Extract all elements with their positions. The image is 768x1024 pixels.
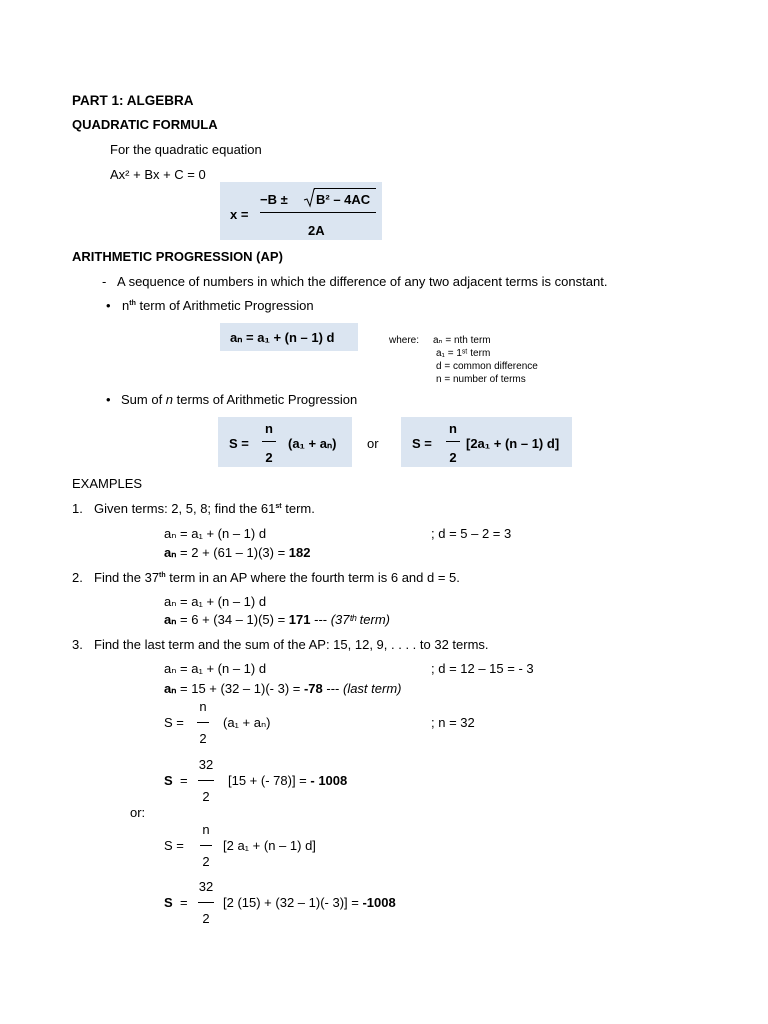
ex2-question: Find the 37th term in an AP where the fourth term is 6 and d = 5. [94, 570, 460, 585]
quadratic-num-prefix: −B ± [260, 192, 288, 207]
bullet-nth: • [106, 298, 111, 313]
sum-formula-box-2 [401, 417, 572, 467]
sqrt-overline [314, 188, 376, 189]
quadratic-lhs: x = [230, 207, 249, 222]
sum-label: Sum of n terms of Arithmetic Progression [121, 392, 358, 407]
ex3-s4-bar [198, 902, 214, 903]
ex3-s1-num: n [199, 699, 207, 714]
sum-formula-box-1 [218, 417, 352, 467]
or-text: or [367, 436, 379, 451]
ex3-s3-lhs: S = [164, 838, 184, 853]
quadratic-denominator: 2A [308, 223, 325, 238]
nth-formula-box [220, 323, 358, 351]
quadratic-heading: QUADRATIC FORMULA [72, 117, 218, 132]
ex3-s2-bar [198, 780, 214, 781]
quadratic-equation: Ax² + Bx + C = 0 [110, 167, 206, 182]
sum2-num: n [449, 421, 457, 436]
ex3-line1-note: ; d = 12 – 15 = - 3 [431, 661, 534, 676]
ex3-number: 3. [72, 637, 83, 652]
ex2-line2: aₙ = 6 + (34 – 1)(5) = 171 --- (37ᵗʰ term) [164, 612, 390, 627]
ex3-s4-den: 2 [202, 911, 210, 926]
sum1-bar [262, 441, 276, 442]
sum2-bar [446, 441, 460, 442]
nth-formula: aₙ = a₁ + (n – 1) d [230, 330, 335, 345]
ex3-line1: aₙ = a₁ + (n – 1) d [164, 661, 267, 676]
ex3-line2: aₙ = 15 + (32 – 1)(- 3) = -78 --- (last term) [164, 681, 402, 696]
ex3-s1-rhs: (a₁ + aₙ) [223, 715, 271, 730]
ex3-s2-lhs: S [164, 773, 173, 788]
sum2-lhs: S = [412, 436, 432, 451]
sum2-den: 2 [449, 450, 457, 465]
quadratic-radicand: B² – 4AC [316, 192, 371, 207]
ex3-s3-num: n [202, 822, 210, 837]
quadratic-formula-box [220, 182, 382, 240]
ex3-s4-eq: = [180, 895, 188, 910]
ex2-line1: aₙ = a₁ + (n – 1) d [164, 594, 267, 609]
ap-definition: A sequence of numbers in which the difference of any two adjacent terms is constant. [117, 274, 608, 289]
bullet-sum: • [106, 392, 111, 407]
ex3-s2-rhs: [15 + (- 78)] = - 1008 [228, 773, 348, 788]
ex1-number: 1. [72, 501, 83, 516]
ex3-s2-eq: = [180, 773, 188, 788]
ex3-s2-den: 2 [202, 789, 210, 804]
ex3-s1-lhs: S = [164, 715, 184, 730]
where-line-1: aₙ = nth term [433, 335, 491, 346]
ex2-number: 2. [72, 570, 83, 585]
sum1-den: 2 [265, 450, 273, 465]
examples-heading: EXAMPLES [72, 476, 143, 491]
where-line-3: d = common difference [436, 361, 538, 372]
ex3-s1-note: ; n = 32 [431, 715, 475, 730]
ex3-s2-num: 32 [198, 757, 214, 772]
where-line-4: n = number of terms [436, 374, 526, 385]
ex3-or: or: [130, 805, 146, 820]
nth-term-label: $n^{th}$ term of Arithmetic Progression [122, 298, 314, 313]
ex1-line1: aₙ = a₁ + (n – 1) d [164, 526, 267, 541]
ex3-s4-lhs: S [164, 895, 173, 910]
where-label: where: [389, 335, 420, 346]
ex3-question: Find the last term and the sum of the AP: 15, 12, 9, . . . . to 32 terms. [94, 637, 489, 652]
ex3-s3-rhs: [2 a₁ + (n – 1) d] [223, 838, 316, 853]
ex1-line1-note: ; d = 5 – 2 = 3 [431, 526, 512, 541]
sum1-num: n [265, 421, 273, 436]
ex1-line2: aₙ = 2 + (61 – 1)(3) = 182 [164, 545, 311, 560]
sum1-rhs: (a₁ + aₙ) [288, 436, 337, 451]
ex3-s1-bar [197, 722, 209, 723]
ex3-s3-den: 2 [202, 854, 210, 869]
ex3-s1-den: 2 [199, 731, 207, 746]
where-line-2: a₁ = 1ˢᵗ term [436, 348, 491, 359]
ap-heading: ARITHMETIC PROGRESSION (AP) [72, 249, 283, 264]
quadratic-intro: For the quadratic equation [110, 142, 262, 157]
sqrt-icon [303, 188, 315, 208]
quadratic-fraction-bar [260, 212, 376, 213]
sum1-lhs: S = [229, 436, 249, 451]
sum2-rhs: [2a₁ + (n – 1) d] [466, 436, 560, 451]
ex1-question: Given terms: 2, 5, 8; find the 61st term. [94, 501, 315, 516]
ap-dash: - [102, 274, 107, 289]
ex3-s4-rhs: [2 (15) + (32 – 1)(- 3)] = -1008 [223, 895, 396, 910]
part-title: PART 1: ALGEBRA [72, 93, 194, 108]
ex3-s4-num: 32 [198, 879, 214, 894]
ex3-s3-bar [200, 845, 212, 846]
